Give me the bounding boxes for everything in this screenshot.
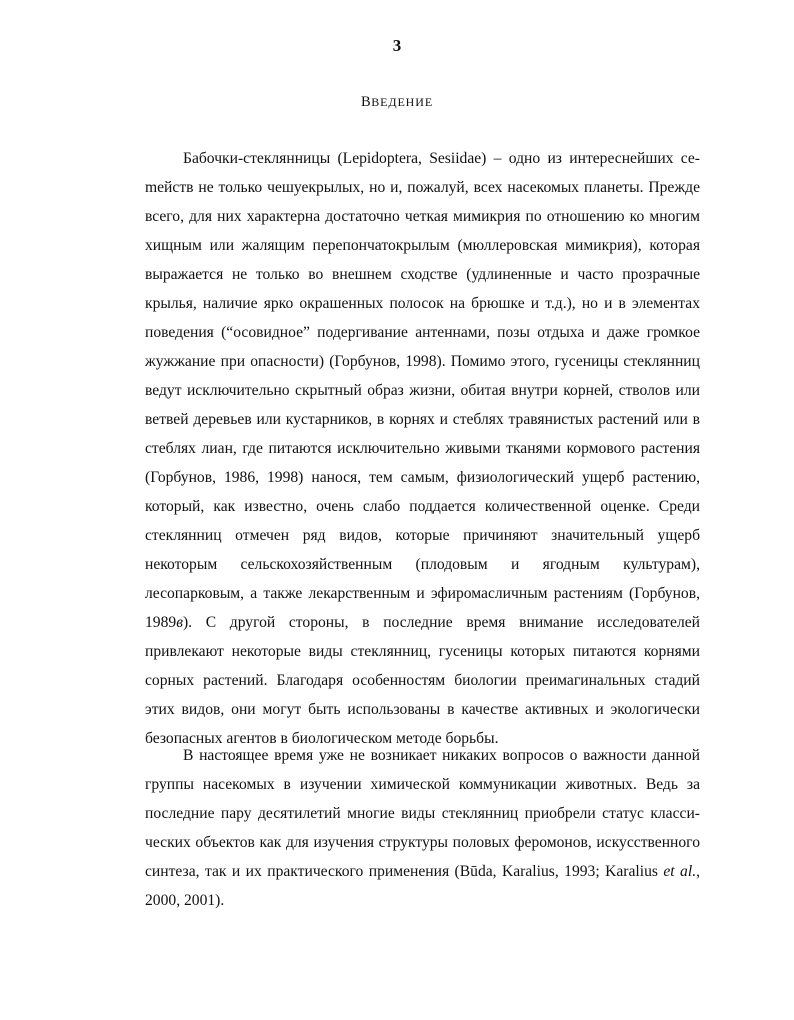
paragraph	[145, 144, 700, 753]
paragraph-2-block	[145, 741, 700, 915]
page-title-rest: ВЕДЕНИЕ	[371, 95, 434, 109]
page-title	[0, 92, 794, 112]
italic-text: et al.	[663, 863, 697, 880]
paragraph-text: В настоящее время уже не возникает никаких вопросов о важности данной группы насекомых в изучении химической коммуникации животных. Ведь за последние пару десятилетий многие виды стеклянниц приобрели статус классических объектов как для изучения структуры половых феромонов, искусственного синтеза, так и их практического применения (Būda, Karalius, 1993; Karalius	[145, 747, 700, 880]
paragraph-text-continued: , 2000, 2001).	[145, 863, 700, 909]
page-title-first-letter: В	[360, 94, 372, 110]
paragraph-text: Бабочки-стеклянницы (Lepidoptera, Sesiidae) – одно из интереснейших сеmейств не только чешуекрылых, но и, пожалуй, всех насекомых планеты. Прежде всего, для них характерна достаточно четкая мимикрия по отношению ко многим хищным или жалящим перепончатокрылым (мюллеровская мимикрия), которая выражается не только во внешнем сходстве (удлиненные и часто прозрачные крылья, наличие ярко окрашенных полосок на брюшке и т.д.), но и в элементах поведения (“осовидное” подергивание антеннами, позы отдыха и даже громкое жужжание при опасности) (Горбунов, 1998). Помимо этого, гусеницы стеклянниц ведут исключительно скрытный образ жизни, обитая внутри корней, стволов или ветвей деревьев или кустарников, в корнях и стеблях травянистых растений или в стеблях лиан, где питаются исключительно живыми тканями кормового растения (Горбунов, 1986, 1998) нанося, тем самым, физиологический ущерб растению, который, как известно, очень слабо поддается количественной оценке. Среди стеклянниц отмечен ряд видов, которые причиняют значительный ущерб некоторым сельскохозяйственным (плодовым и ягодным культурам), лесопарковым, а также лекарственным и эфиромасличным растениям (Горбунов, 1989	[145, 150, 700, 631]
page-number: 3	[392, 36, 402, 55]
paragraph	[145, 741, 700, 915]
paragraph-1-block	[145, 144, 700, 753]
italic-text: в	[176, 614, 183, 631]
paragraph-text-continued: ). С другой стороны, в последние время внимание исследователей привлекают некоторые виды стеклянниц, гусеницы которых питаются корнями сорных растений. Благодаря особенностям биологии преимагинальных стадий этих видов, они могут быть использованы в качестве активных и экологически безопасных агентов в биологическом методе борьбы.	[145, 614, 700, 747]
